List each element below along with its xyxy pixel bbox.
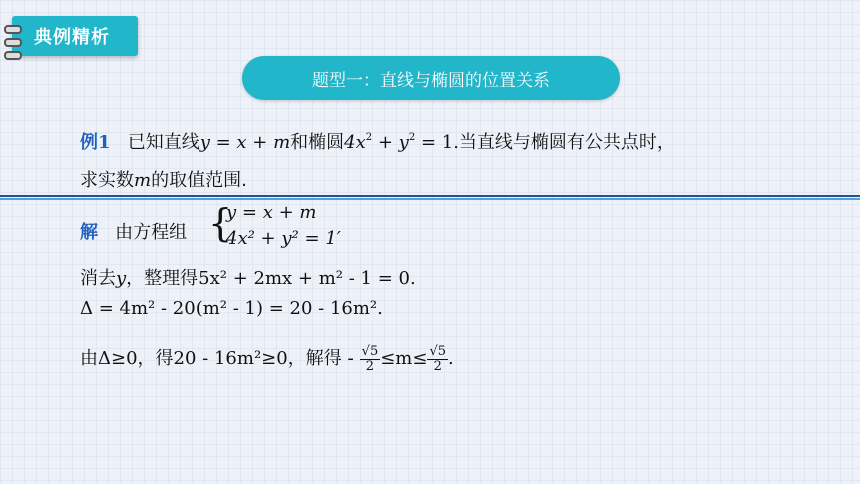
topic-title: 题型一：直线与椭圆的位置关系 <box>312 70 550 91</box>
system-equation-2: 4x² + y² = 1′ <box>226 228 341 249</box>
binder-rings-icon <box>4 25 22 60</box>
step-1: 消去y，整理得5x² + 2mx + m² - 1 = 0. <box>80 268 416 289</box>
section-tag <box>12 16 138 56</box>
example-line-2: 求实数m的取值范围. <box>80 170 247 191</box>
solution-label: 解 <box>80 222 98 243</box>
line-equation: y = x + m <box>199 132 291 153</box>
left-brace: { <box>208 201 233 245</box>
example-line-1: 例1 已知直线y = x + m和椭圆$4x^2 + y^2 = 1$.当直线与椭圆有公共点时， <box>80 132 675 153</box>
fraction-lower: $\frac{√5}{2}$ <box>361 343 379 374</box>
divider <box>0 195 860 201</box>
system-equation-1: y = x + m <box>226 202 317 223</box>
section-tag-label: 典例精析 <box>34 27 110 48</box>
example-label: 例1 <box>80 132 111 153</box>
solution-intro: 解 由方程组 <box>80 222 188 243</box>
step-3: 由Δ≥0，得20 - 16m²≥0，解得 - $\frac{√5}{2}$ ≤m≤ $\frac{√5}{2}$ . <box>80 343 454 374</box>
step-1-equation: 5x² + 2mx + m² - 1 = 0. <box>198 268 416 289</box>
topic-banner <box>242 56 620 100</box>
fraction-upper: $\frac{√5}{2}$ <box>429 343 447 374</box>
step-2 <box>80 298 383 319</box>
ellipse-equation: $4x^2 + y^2 = 1$. <box>344 132 459 153</box>
step-2-equation: Δ = 4m² - 20(m² - 1) = 20 - 16m². <box>80 298 383 319</box>
